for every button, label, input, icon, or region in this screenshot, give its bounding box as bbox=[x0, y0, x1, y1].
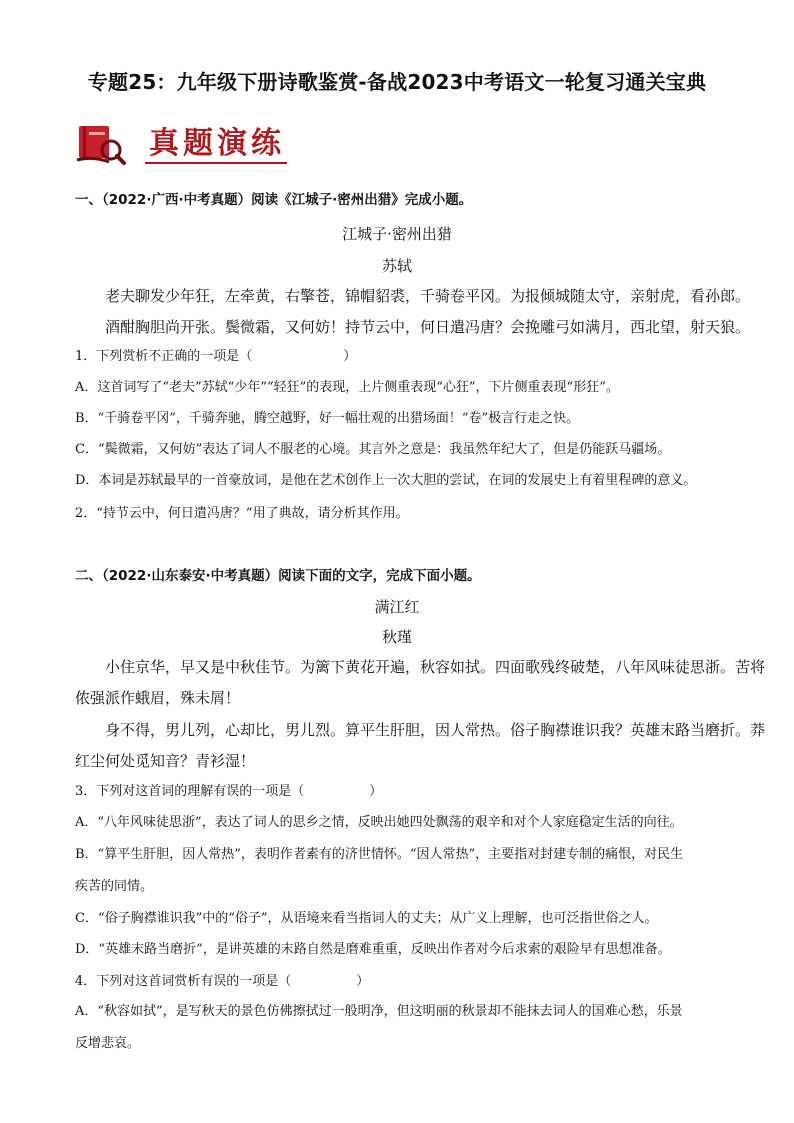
poem-1-line-2: 酒酣胸胆尚开张。鬓微霜，又何妨！持节云中，何日遣冯唐？会挽雕弓如满月，西北望，射天狼。 bbox=[105, 318, 751, 336]
banner-underline bbox=[145, 162, 287, 164]
poem-2-title: 满江红 bbox=[374, 598, 420, 616]
question-3-option-a: A．“八年风味徒思浙”，表达了词人的思乡之情，反映出她四处飘荡的艰辛和对个人家庭稳定生活的向往。 bbox=[75, 815, 683, 830]
poem-2-line-1: 小住京华，早又是中秋佳节。为篱下黄花开遍，秋容如拭。四面歌残终破楚，八年风味徒思浙。苦将 bbox=[105, 658, 766, 676]
question-3: 3．下列对这首词的理解有误的一项是（ ） bbox=[75, 784, 383, 799]
section-banner bbox=[75, 118, 287, 170]
question-3-option-b: B．“算平生肝胆，因人常热”，表明作者素有的济世情怀。“因人常热”，主要指对封建专制的痛恨，对民生 bbox=[75, 847, 684, 862]
question-1: 1．下列赏析不正确的一项是（ ） bbox=[75, 349, 357, 364]
page-title: 专题25：九年级下册诗歌鉴赏-备战2023中考语文一轮复习通关宝典 bbox=[87, 70, 707, 94]
poem-2-line-3: 身不得，男儿列，心却比，男儿烈。算平生肝胆，因人常热。俗子胸襟谁识我？英雄末路当磨折。莽 bbox=[105, 721, 766, 739]
question-1-option-c: C．“鬓微霜，又何妨”表达了词人不服老的心境。其言外之意是：我虽然年纪大了，但是仍能跃马疆场。 bbox=[75, 442, 671, 457]
poem-2-line-4: 红尘何处觅知音？青衫湿！ bbox=[75, 752, 256, 770]
question-3-option-b-cont: 疾苦的同情。 bbox=[75, 879, 154, 894]
poem-2-author: 秋瑾 bbox=[381, 628, 412, 646]
poem-1-line-1: 老夫聊发少年狂，左牵黄，右擎苍，锦帽貂裘，千骑卷平冈。为报倾城随太守，亲射虎，看孙郎。 bbox=[105, 287, 751, 305]
question-4: 4．下列对这首词赏析有误的一项是（ ） bbox=[75, 974, 370, 989]
question-3-option-d: D．“英雄末路当磨折”，是讲英雄的末路自然是磨难重重，反映出作者对今后求索的艰险早有思想准备。 bbox=[75, 942, 671, 957]
banner-title: 真题演练 bbox=[149, 126, 285, 161]
book-magnifier-icon bbox=[75, 122, 127, 166]
section-1-heading: 一、（2022·广西·中考真题）阅读《江城子·密州出猎》完成小题。 bbox=[75, 192, 473, 208]
question-3-option-c: C．“俗子胸襟谁识我”中的“俗子”，从语境来看当指词人的丈夫；从广义上理解，也可泛指世俗之人。 bbox=[75, 911, 658, 926]
section-2-heading: 二、（2022·山东泰安·中考真题）阅读下面的文字，完成下面小题。 bbox=[75, 568, 481, 584]
poem-1-title: 江城子·密州出猎 bbox=[342, 225, 452, 243]
question-1-option-d: D．本词是苏轼最早的一首豪放词，是他在艺术创作上一次大胆的尝试，在词的发展史上有着里程碑的意义。 bbox=[75, 473, 697, 488]
question-1-option-a: A．这首词写了“老夫”苏轼“少年”“轻狂”的表现，上片侧重表现“心狂”，下片侧重表现“形狂”。 bbox=[75, 380, 619, 395]
question-4-option-a-cont: 反增悲哀。 bbox=[75, 1036, 141, 1051]
poem-2-line-2: 侬强派作蛾眉，殊未屑！ bbox=[75, 689, 241, 707]
question-1-option-b: B．“千骑卷平冈”，千骑奔驰，腾空越野，好一幅壮观的出猎场面！“卷”极言行走之快。 bbox=[75, 411, 580, 426]
question-4-option-a: A．“秋容如拭”，是写秋天的景色仿佛擦拭过一般明净，但这明丽的秋景却不能抹去词人的国难心愁，乐景 bbox=[75, 1004, 683, 1019]
poem-1-author: 苏轼 bbox=[381, 257, 412, 275]
question-2: 2．“持节云中，何日遣冯唐？”用了典故，请分析其作用。 bbox=[75, 506, 409, 521]
